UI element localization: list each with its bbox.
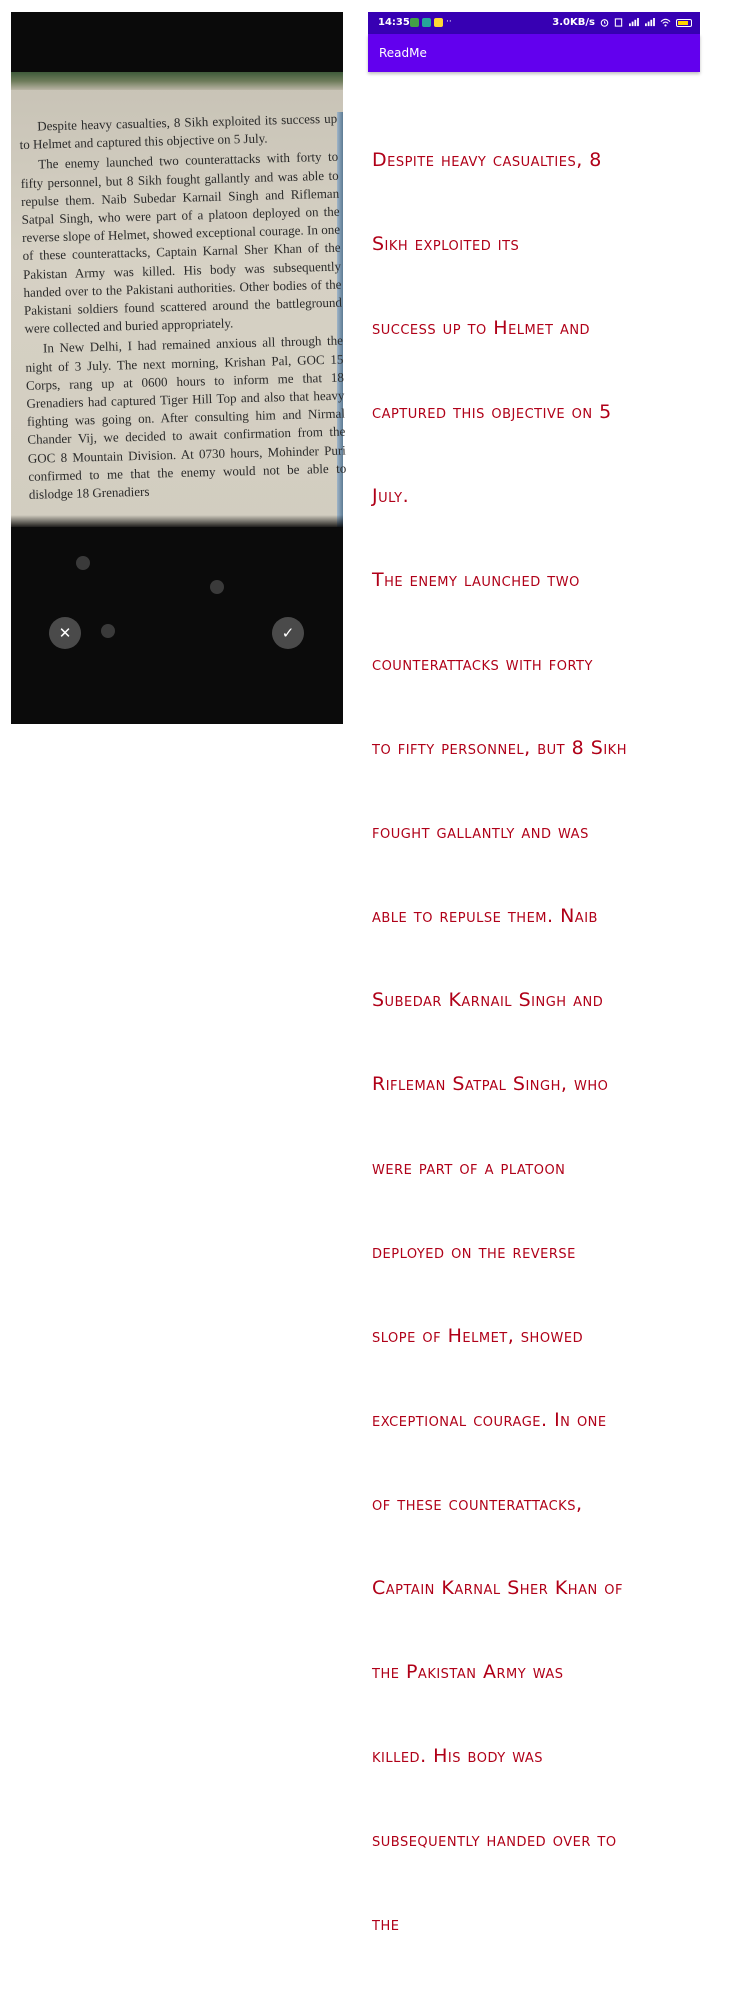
text-line: fought gallantly and was	[372, 821, 589, 843]
photo-fade	[11, 515, 343, 527]
recognized-text[interactable]	[372, 90, 698, 1994]
doc-paragraph: The enemy launched two counterattacks with forty to fifty personnel, but 8 Sikh fought gallantly and was able to repulse them. Naib Subedar Karnail Singh and Rifleman Satpal Singh, who were part of a platoon deployed on the reverse slope of Helmet, showed exceptional courage. In one of these counterattacks, Captain Karnal Sher Khan of the Pakistan Army was killed. His body was subsequently handed over to the Pakistani authorities. Other bodies of the Pakistani soldiers found scattered around the battleground were collected and buried appropriately.	[20, 149, 343, 337]
focus-dot	[101, 624, 115, 638]
text-line: exceptional courage. In one	[372, 1409, 607, 1431]
text-line: Sikh exploited its	[372, 233, 520, 255]
wifi-icon	[660, 18, 671, 27]
focus-dot	[210, 580, 224, 594]
status-time: 14:35	[378, 17, 410, 28]
focus-dot	[76, 556, 90, 570]
text-line: were part of a platoon	[372, 1157, 566, 1179]
confirm-button[interactable]	[272, 617, 304, 649]
capture-controls	[11, 527, 343, 724]
more-notifications-icon: ··	[446, 17, 452, 27]
notification-icon	[434, 18, 443, 27]
readme-screen	[368, 12, 700, 1935]
check-icon: ✓	[281, 624, 295, 642]
notification-icon	[422, 18, 431, 27]
text-line: counterattacks with forty	[372, 653, 593, 675]
app-title: ReadMe	[379, 46, 427, 60]
status-indicators	[552, 17, 692, 28]
text-line: captured this objective on 5	[372, 401, 612, 423]
app-bar	[368, 34, 700, 72]
signal-icon	[628, 18, 639, 27]
text-line: slope of Helmet, showed	[372, 1325, 584, 1347]
text-line: killed. His body was	[372, 1745, 544, 1767]
sim-icon	[614, 18, 623, 27]
notification-icons	[410, 17, 452, 27]
text-line: success up to Helmet and	[372, 317, 591, 339]
text-line: Rifleman Satpal Singh, who	[372, 1073, 609, 1095]
camera-screen	[11, 12, 347, 724]
text-line: the Pakistan Army was	[372, 1661, 564, 1683]
cancel-button[interactable]	[49, 617, 81, 649]
alarm-icon	[600, 18, 609, 27]
doc-paragraph: In New Delhi, I had remained anxious all through the night of 3 July. The next morning, Krishan Pal, GOC 15 Corps, rang up at 0600 hours to inform me that 18 Grenadiers had captured Tiger Hill Top and also that heavy fighting was going on. After consulting him and Nirmal Chander Vij, we decided to await confirmation from the GOC 8 Mountain Division. At 0730 hours, Mohinder Puri confirmed to me that the enemy would not be able to dislodge 18 Grenadiers	[25, 333, 347, 502]
doc-paragraph: Despite heavy casualties, 8 Sikh exploited its success up to Helmet and captured this objective on 5 July.	[19, 110, 338, 153]
text-line: Captain Karnal Sher Khan of	[372, 1577, 623, 1599]
text-line: to fifty personnel, but 8 Sikh	[372, 737, 627, 759]
document-photo-preview	[11, 72, 347, 527]
text-line: July.	[372, 485, 410, 507]
signal-icon	[644, 18, 655, 27]
notification-icon	[410, 18, 419, 27]
status-bar	[368, 12, 700, 34]
camera-top-bar	[11, 12, 343, 72]
battery-icon	[676, 19, 692, 27]
text-line: deployed on the reverse	[372, 1241, 576, 1263]
text-line: of these counterattacks,	[372, 1493, 583, 1515]
text-line: able to repulse them. Naib	[372, 905, 598, 927]
text-line: subsequently handed over to	[372, 1829, 617, 1851]
text-line: Despite heavy casualties, 8	[372, 149, 602, 171]
text-line: Subedar Karnail Singh and	[372, 989, 604, 1011]
network-speed: 3.0KB/s	[552, 17, 595, 28]
page-edge	[11, 72, 343, 90]
close-icon: ✕	[58, 624, 72, 642]
text-line: the	[372, 1913, 400, 1935]
photographed-text	[19, 110, 347, 504]
text-line: The enemy launched two	[372, 569, 580, 591]
